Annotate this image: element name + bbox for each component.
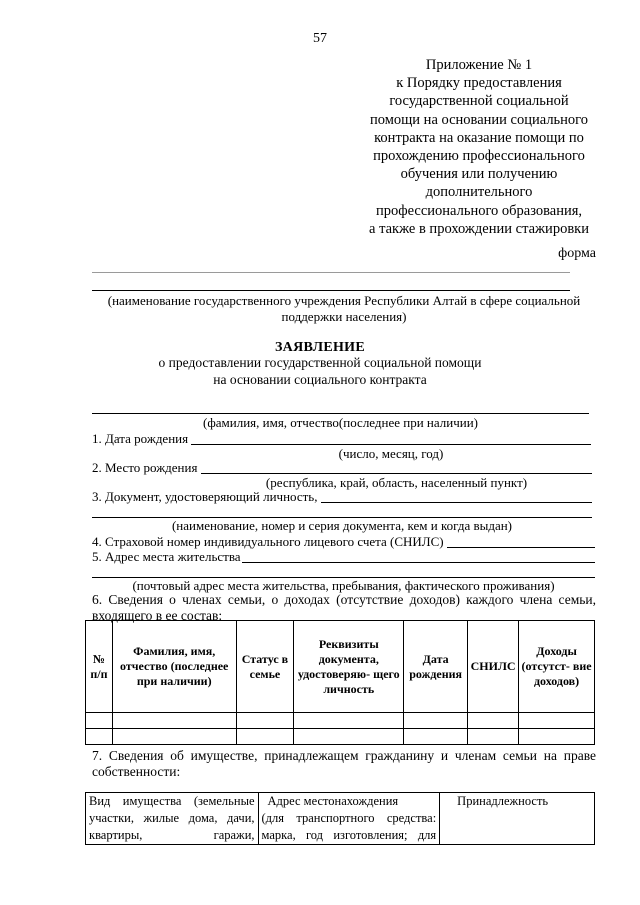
col-property-address — [258, 793, 440, 845]
birth-date-label: 1. Дата рождения — [92, 431, 189, 446]
institution-caption-line: (наименование государственного учреждения Республики Алтай в сфере социальной — [107, 293, 581, 308]
snils-label: 4. Страховой номер индивидуального лицевого счета (СНИЛС) — [92, 534, 444, 549]
table-row — [86, 729, 595, 745]
property-address-line: Адрес местонахождения — [267, 794, 399, 808]
property-table-header — [86, 793, 595, 845]
table-cell[interactable] — [468, 713, 519, 729]
col-income: Доходы (отсутст- вие доходов) — [519, 621, 595, 713]
table-cell[interactable] — [519, 729, 595, 745]
appendix-line: обучения или получению — [400, 166, 558, 183]
fio-caption: (фамилия, имя, отчество(последнее при наличии) — [203, 415, 478, 430]
property-type-line: участки, жилые дома, дачи, — [89, 811, 255, 825]
family-table — [85, 620, 595, 745]
section-7-line: 7. Сведения об имуществе, принадлежащем гражданину и членам семьи на праве — [92, 748, 596, 763]
table-cell[interactable] — [236, 713, 294, 729]
col-birth-date: Дата рождения — [404, 621, 468, 713]
identity-doc-caption: (наименование, номер и серия документа, кем и когда выдан) — [171, 518, 513, 533]
birth-place-field[interactable] — [201, 473, 592, 474]
section-6-line: 6. Сведения о членах семьи, о доходах (отсутствие доходов) каждого члена семьи, — [92, 592, 596, 607]
col-id-document: Реквизиты документа, удостоверяю- щего личность — [294, 621, 404, 713]
appendix-line: дополнительного — [425, 184, 533, 201]
fio-field[interactable] — [92, 413, 589, 414]
col-property-ownership — [440, 793, 595, 845]
appendix-line: прохождению профессионального — [373, 148, 585, 165]
table-cell[interactable] — [404, 713, 468, 729]
appendix-line: контракта на оказание помощи по — [374, 129, 584, 146]
property-type-line: Вид имущества (земельные — [89, 794, 255, 808]
document-title: ЗАЯВЛЕНИЕ — [274, 340, 365, 355]
birth-date-field[interactable] — [191, 444, 591, 445]
col-number: № п/п — [86, 621, 113, 713]
appendix-line: профессионального образования, — [375, 202, 583, 219]
property-table — [85, 792, 595, 845]
birth-place-label: 2. Место рождения — [92, 460, 198, 475]
table-cell[interactable] — [112, 713, 236, 729]
appendix-line: Приложение № 1 — [425, 57, 533, 73]
appendix-line: государственной социальной — [389, 93, 569, 110]
col-snils: СНИЛС — [468, 621, 519, 713]
identity-doc-field-1[interactable] — [321, 502, 592, 503]
table-cell[interactable] — [86, 713, 113, 729]
table-cell[interactable] — [236, 729, 294, 745]
section-7-text — [92, 748, 596, 780]
property-address-line: (для транспортного средства: — [261, 811, 437, 825]
appendix-line: а также в прохождении стажировки — [369, 220, 589, 237]
institution-caption — [92, 293, 596, 325]
institution-line-1[interactable] — [92, 272, 570, 273]
family-table-header — [86, 621, 595, 713]
birth-date-caption: (число, месяц, год) — [338, 446, 444, 461]
address-label: 5. Адрес места жительства — [92, 549, 241, 564]
table-cell[interactable] — [519, 713, 595, 729]
form-label: форма — [558, 246, 596, 261]
snils-field[interactable] — [447, 547, 595, 548]
page-number: 57 — [313, 31, 327, 46]
property-address-line: марка, год изготовления; для — [261, 828, 437, 842]
table-cell[interactable] — [294, 729, 404, 745]
institution-caption-line: поддержки населения) — [281, 309, 407, 324]
property-type-line: квартиры, гаражи, — [89, 828, 255, 842]
address-caption: (почтовый адрес места жительства, пребывания, фактического проживания) — [132, 578, 555, 593]
institution-line-2[interactable] — [92, 290, 570, 291]
table-cell[interactable] — [468, 729, 519, 745]
col-property-type — [86, 793, 259, 845]
birth-place-caption: (республика, край, область, населенный пункт) — [265, 475, 528, 490]
document-subtitle — [0, 355, 640, 388]
address-field-1[interactable] — [242, 562, 595, 563]
section-6-line: входящего в ее состав: — [92, 608, 223, 623]
property-ownership-label: Принадлежность — [457, 794, 549, 808]
identity-doc-label: 3. Документ, удостоверяющий личность, — [92, 489, 318, 504]
section-7-line: собственности: — [92, 764, 181, 779]
col-status: Статус в семье — [236, 621, 294, 713]
col-fio: Фамилия, имя, отчество (последнее при наличии) — [112, 621, 236, 713]
appendix-header — [355, 56, 603, 238]
table-cell[interactable] — [404, 729, 468, 745]
subtitle-line: на основании социального контракта — [213, 371, 427, 387]
subtitle-line: о предоставлении государственной социальной помощи — [158, 355, 482, 370]
table-cell[interactable] — [294, 713, 404, 729]
appendix-line: помощи на основании социального — [369, 111, 589, 128]
table-row — [86, 713, 595, 729]
appendix-line: к Порядку предоставления — [396, 75, 562, 92]
table-cell[interactable] — [112, 729, 236, 745]
table-cell[interactable] — [86, 729, 113, 745]
